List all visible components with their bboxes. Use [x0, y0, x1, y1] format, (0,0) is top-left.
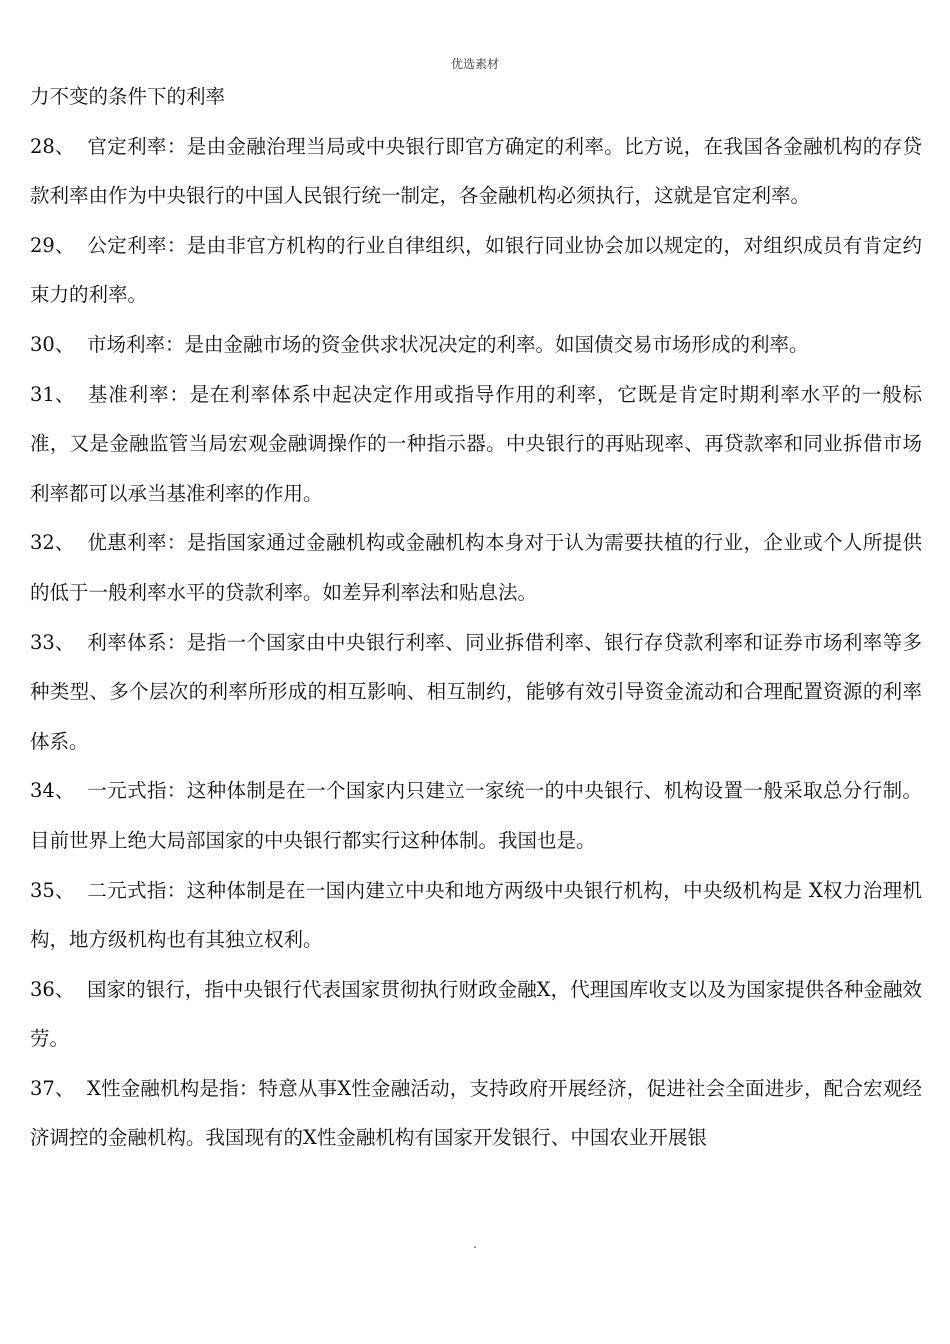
entry-37: [30, 1064, 922, 1163]
entry-text: 二元式指：这种体制是在一国内建立中央和地方两级中央银行机构，中央级机构是 X权力治理机构，地方级机构也有其独立权利。: [30, 878, 922, 952]
entry-number: 28、: [30, 134, 75, 158]
entry-number: 37、: [30, 1076, 75, 1100]
entry-30: [30, 320, 922, 370]
entry-number: 36、: [30, 977, 75, 1001]
entry-31: [30, 370, 922, 519]
entry-number: 29、: [30, 233, 75, 257]
document-body: [30, 72, 922, 1163]
entry-number: 31、: [30, 382, 75, 406]
entry-number: 34、: [30, 779, 75, 803]
entry-number: 33、: [30, 630, 75, 654]
entry-35: [30, 866, 922, 965]
entry-text: 优惠利率：是指国家通过金融机构或金融机构本身对于认为需要扶植的行业，企业或个人所提供的低于一般利率水平的贷款利率。如差异利率法和贴息法。: [30, 531, 922, 604]
entry-number: 30、: [30, 332, 75, 356]
entry-34: [30, 766, 922, 865]
entry-text: 市场利率：是由金融市场的资金供求状况决定的利率。如国债交易市场形成的利率。: [87, 332, 809, 356]
page-footer: .: [473, 1237, 477, 1251]
entry-text: 利率体系：是指一个国家由中央银行利率、同业拆借利率、银行存贷款利率和证券市场利率等多种类型、多个层次的利率所形成的相互影响、相互制约，能够有效引导资金流动和合理配置资源的利率体系。: [30, 630, 922, 753]
entry-text: X性金融机构是指：特意从事X性金融活动，支持政府开展经济，促进社会全面进步，配合宏观经济调控的金融机构。我国现有的X性金融机构有国家开发银行、中国农业开展银: [30, 1076, 922, 1150]
entry-text: 官定利率：是由金融治理当局或中央银行即官方确定的利率。比方说，在我国各金融机构的存贷款利率由作为中央银行的中国人民银行统一制定，各金融机构必须执行，这就是官定利率。: [30, 134, 922, 208]
entry-number: 35、: [30, 878, 75, 902]
entry-number: 32、: [30, 531, 75, 555]
entry-text: 一元式指：这种体制是在一个国家内只建立一家统一的中央银行、机构设置一般采取总分行制。目前世界上绝大局部国家的中央银行都实行这种体制。我国也是。: [30, 779, 922, 852]
entry-33: [30, 618, 922, 767]
entry-36: [30, 965, 922, 1064]
entry-text: 国家的银行，指中央银行代表国家贯彻执行财政金融X，代理国库收支以及为国家提供各种金融效劳。: [30, 977, 922, 1051]
entry-32: [30, 518, 922, 617]
entry-28: [30, 122, 922, 221]
continuation-text: 力不变的条件下的利率: [30, 85, 226, 108]
entry-text: 基准利率：是在利率体系中起决定作用或指导作用的利率，它既是肯定时期利率水平的一般标准，又是金融监管当局宏观金融调操作的一种指示器。中央银行的再贴现率、再贷款率和同业拆借市场利率都可以承当基准利率的作用。: [30, 382, 922, 505]
entry-29: [30, 221, 922, 320]
page-header: 优选素材: [450, 57, 499, 71]
entry-text: 公定利率：是由非官方机构的行业自律组织，如银行同业协会加以规定的，对组织成员有肯定约束力的利率。: [30, 233, 922, 307]
